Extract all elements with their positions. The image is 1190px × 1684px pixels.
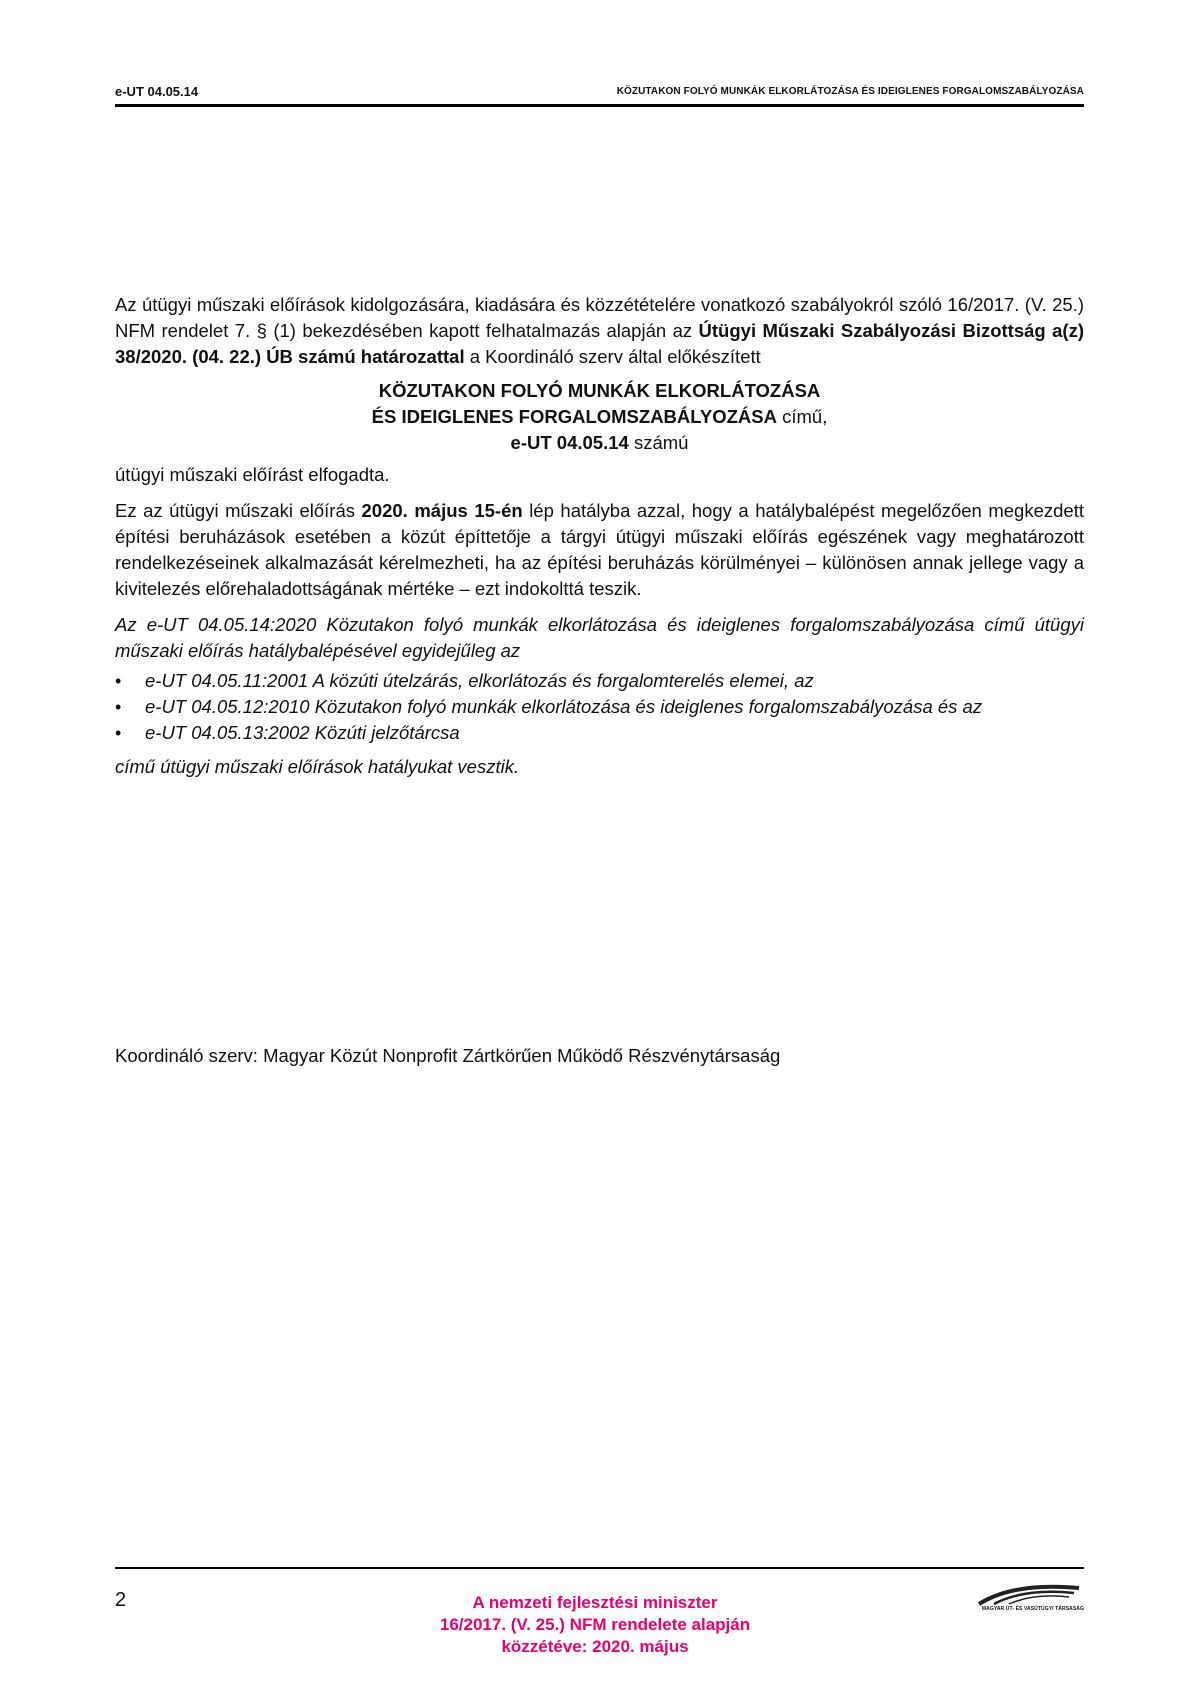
list-item: • e-UT 04.05.12:2010 Közutakon folyó munkák elkorlátozása és ideiglenes forgalomszabályozása és az xyxy=(115,694,1084,720)
title-line-3: e-UT 04.05.14 xyxy=(510,432,629,453)
road-logo-icon xyxy=(974,1580,1084,1606)
list-item: • e-UT 04.05.11:2001 A közúti útelzárás, elkorlátozás és forgalomterelés elemei, az xyxy=(115,668,1084,694)
publish-line-3: közzétéve: 2020. május xyxy=(501,1637,689,1656)
page-header xyxy=(115,84,1084,107)
document-title xyxy=(115,378,1084,456)
document-body xyxy=(115,292,1084,780)
title-line-3-suffix: számú xyxy=(628,432,689,453)
footer-divider xyxy=(115,1567,1084,1569)
publication-note xyxy=(395,1592,795,1658)
intro-bold: Útügyi Műszaki Szabályozási Bizottság a(z) 38/2020. (04. 22.) ÚB számú határozattal xyxy=(115,320,1084,367)
publish-line-2: 16/2017. (V. 25.) NFM rendelete alapján xyxy=(439,1615,751,1634)
intro-text-2: a Koordináló szerv által előkészített xyxy=(464,346,761,367)
effective-text-1: Ez az útügyi műszaki előírás xyxy=(115,500,362,521)
title-line-2-suffix: című, xyxy=(776,406,828,427)
intro-paragraph xyxy=(115,292,1084,370)
effective-paragraph xyxy=(115,498,1084,602)
effective-text-2: lép hatályba azzal, hogy a hatálybalépést megelőzően megkezdett építési beruházások esetében a közút építtetője a tárgyi útügyi műszaki előírás egészének vagy meghatározott rendelkezéseinek alkalmazását kérelmezheti, ha az építési beruházás körülményei – különösen annak jellege vagy a kivitelezés előrehaladottságának mértéke – ezt indokolttá teszik. xyxy=(115,500,1084,599)
header-code: e-UT 04.05.14 xyxy=(115,84,199,99)
repeal-outro: című útügyi műszaki előírások hatályukat vesztik. xyxy=(115,756,520,777)
title-line-2: ÉS IDEIGLENES FORGALOMSZABÁLYOZÁSA xyxy=(371,406,777,427)
publish-line-1: A nemzeti fejlesztési miniszter xyxy=(472,1593,718,1612)
title-line-1: KÖZUTAKON FOLYÓ MUNKÁK ELKORLÁTOZÁSA xyxy=(378,380,821,401)
logo-text: MAGYAR ÚT- ÉS VASÚTÜGYI TÁRSASÁG xyxy=(981,1606,1084,1612)
coordinating-organization: Koordináló szerv: Magyar Közút Nonprofit Zártkörűen Működő Részvénytársaság xyxy=(115,1045,781,1066)
society-logo xyxy=(934,1580,1084,1620)
accepted-text: útügyi műszaki előírást elfogadta. xyxy=(115,464,390,485)
page-number: 2 xyxy=(115,1589,127,1611)
intro-text-1: Az útügyi műszaki előírások kidolgozására, kiadására és közzétételére vonatkozó szabályokról szóló 16/2017. (V. 25.) NFM rendelet 7. § (1) bekezdésében kapott felhatalmazás alapján az xyxy=(115,294,1084,341)
list-item: • e-UT 04.05.13:2002 Közúti jelzőtárcsa xyxy=(115,720,1084,746)
repealed-list xyxy=(115,668,1084,746)
header-title: KÖZUTAKON FOLYÓ MUNKÁK ELKORLÁTOZÁSA ÉS IDEIGLENES FORGALOMSZABÁLYOZÁSA xyxy=(616,86,1084,97)
repeal-intro: Az e-UT 04.05.14:2020 Közutakon folyó munkák elkorlátozása és ideiglenes forgalomszabályozása című útügyi műszaki előírás hatálybalépésével egyidejűleg az xyxy=(115,614,1084,661)
effective-date: 2020. május 15-én xyxy=(361,500,523,521)
